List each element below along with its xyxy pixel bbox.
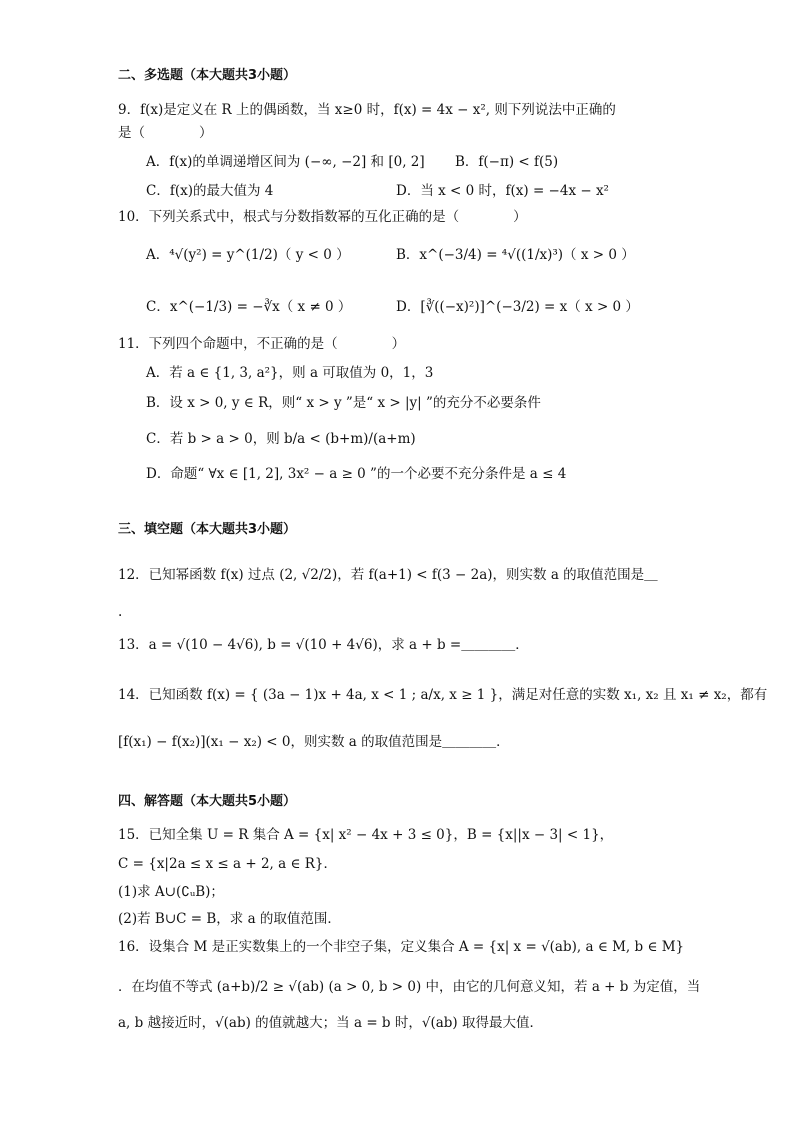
question-9-stem: 9．f(x)是定义在 R 上的偶函数，当 x≥0 时，f(x) = 4x − x², 则下列说法中正确的 [118,102,616,118]
question-13: 13．a = √(10 − 4√6), b = √(10 + 4√6)，求 a + b =＿＿＿＿． [118,637,529,653]
question-10-stem: 10．下列关系式中，根式与分数指数幂的互化正确的是（ ） [118,209,527,225]
question-15-line-2: C = {x|2a ≤ x ≤ a + 2, a ∈ R}． [118,856,338,872]
question-11-option-a: A．若 a ∈ {1, 3, a²}，则 a 可取值为 0，1，3 [146,365,434,381]
question-9-option-c: C．f(x)的最大值为 4 [146,183,274,199]
question-16-line-3: a, b 越接近时，√(ab) 的值就越大；当 a = b 时，√(ab) 取得最大值． [118,1015,543,1031]
section-heading-fill-in: 三、填空题（本大题共3小题） [118,522,297,537]
question-10-option-b: B．x^(−3/4) = ⁴√((1/x)³)（ x > 0 ） [396,247,635,263]
section-heading-multiple-choice: 二、多选题（本大题共3小题） [118,68,297,83]
question-11-option-b: B．设 x > 0, y ∈ R，则“ x > y ”是“ x > |y| ”的充分不必要条件 [146,395,541,411]
question-15-part-1: (1)求 A∪(∁ᵤB)； [118,884,224,900]
section-heading-solutions: 四、解答题（本大题共5小题） [118,794,297,809]
question-11-option-d: D．命题“ ∀x ∈ [1, 2], 3x² − a ≥ 0 ”的一个必要不充分条件是 a ≤ 4 [146,466,567,482]
question-11-stem: 11．下列四个命题中，不正确的是（ ） [118,336,406,352]
question-10-option-c: C．x^(−1/3) = −∛x（ x ≠ 0 ） [146,299,352,315]
question-10-option-d: D．[∛((−x)²)]^(−3/2) = x（ x > 0 ） [396,299,639,315]
question-15-part-2: (2)若 B∪C = B，求 a 的取值范围． [118,911,341,927]
question-16-line-1: 16．设集合 M 是正实数集上的一个非空子集，定义集合 A = {x| x = √(ab), a ∈ M, b ∈ M} [118,939,685,955]
question-12-line-2: . [118,604,123,620]
question-9-option-b: B．f(−π) < f(5) [455,154,559,170]
question-9-option-a: A．f(x)的单调递增区间为 (−∞, −2] 和 [0, 2] [146,154,425,170]
question-9-stem-cont: 是（ ） [118,125,213,141]
question-10-option-a: A．⁴√(y²) = y^(1/2)（ y < 0 ） [146,247,350,263]
question-11-option-c: C．若 b > a > 0，则 b/a < (b+m)/(a+m) [146,431,416,447]
question-12-line-1: 12．已知幂函数 f(x) 过点 (2, √2/2)，若 f(a+1) < f(3 − 2a)，则实数 a 的取值范围是＿ [118,567,658,583]
question-16-line-2: ．在均值不等式 (a+b)/2 ≥ √(ab) (a > 0, b > 0) 中，由它的几何意义知，若 a + b 为定值，当 [118,979,701,995]
question-15-line-1: 15．已知全集 U = R 集合 A = {x| x² − 4x + 3 ≤ 0}，B = {x||x − 3| < 1}， [118,827,614,843]
question-9-option-d: D．当 x < 0 时，f(x) = −4x − x² [396,183,609,199]
question-14-line-1: 14．已知函数 f(x) = { (3a − 1)x + 4a, x < 1 ; a/x, x ≥ 1 }，满足对任意的实数 x₁, x₂ 且 x₁ ≠ x₂，都有 [118,687,768,703]
question-14-line-2: [f(x₁) − f(x₂)](x₁ − x₂) < 0，则实数 a 的取值范围是＿＿＿＿． [118,734,510,750]
